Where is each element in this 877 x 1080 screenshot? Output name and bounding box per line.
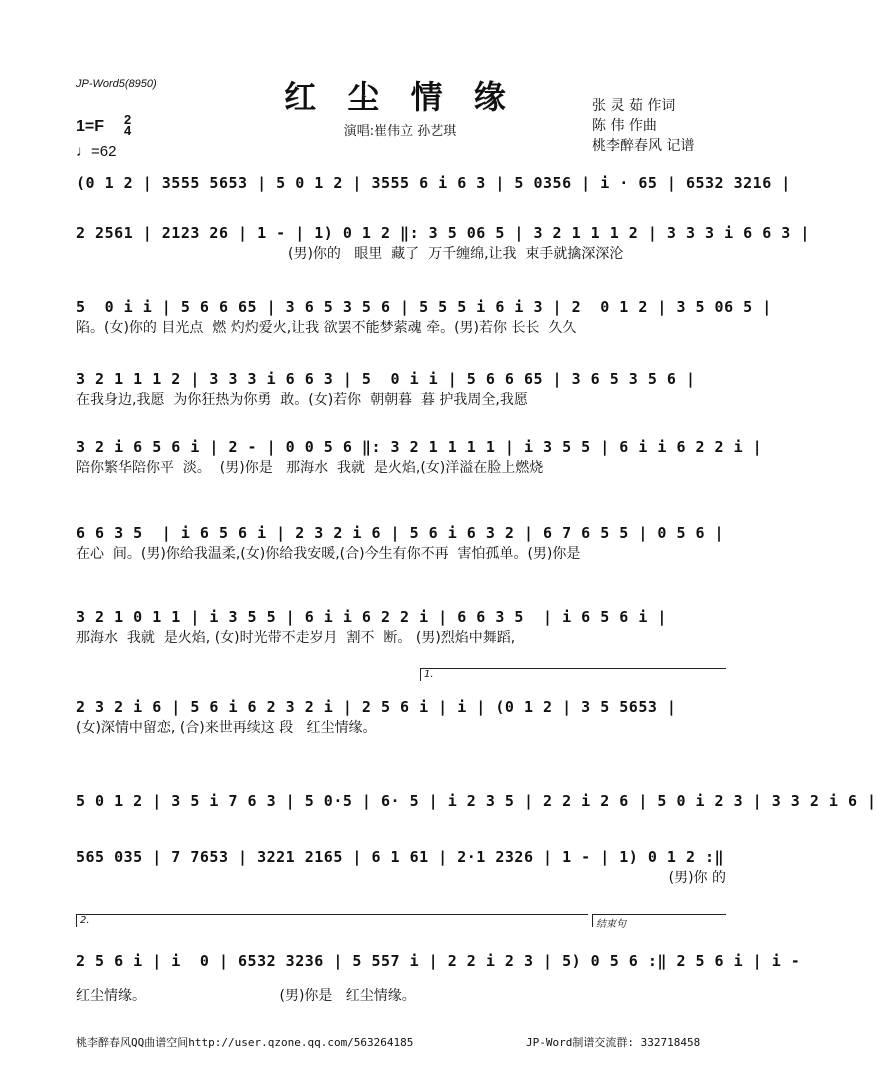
notes-line-11: 2 5 6 i | i 0 | 6532 3236 | 5 557 i | 2 2 i 2 3 | 5) 0 5 6 :‖ 2 5 6 i | i - xyxy=(76,952,801,970)
notes-line-3: 5 0 i i | 5 6 6 65 | 3 6 5 3 5 6 | 5 5 5 i 6 i 3 | 2 0 1 2 | 3 5 06 5 | xyxy=(76,298,772,316)
notes-line-10: 565 035 | 7 7653 | 3221 2165 | 6 1 61 | 2·1 2326 | 1 - | 1) 0 1 2 :‖ xyxy=(76,848,725,866)
notes-line-5: 3 2 i 6 5 6 i | 2 - | 0 0 5 6 ‖: 3 2 1 1 1 1 | i 3 5 5 | 6 i i 6 2 2 i | xyxy=(76,438,763,456)
transcriber-credit: 桃李醉春风 记谱 xyxy=(592,138,695,154)
key-signature: 1=F xyxy=(76,118,105,135)
lyrics-line-6: 在心 间。(男)你给我温柔,(女)你给我安暖,(合)今生有你不再 害怕孤单。(男)你是 xyxy=(76,546,581,562)
notes-line-8: 2 3 2 i 6 | 5 6 i 6 2 3 2 i | 2 5 6 i | i | (0 1 2 | 3 5 5653 | xyxy=(76,698,677,716)
app-label: JP-Word5(8950) xyxy=(76,78,157,90)
score-line-2 xyxy=(76,222,810,264)
score-line-4 xyxy=(76,368,726,410)
volta-1-bracket xyxy=(420,668,726,681)
score-line-6 xyxy=(76,522,726,564)
score-line-11 xyxy=(76,950,801,1006)
score-line-7 xyxy=(76,606,726,648)
notes-line-1: (0 1 2 | 3555 5653 | 5 0 1 2 | 3555 6 i 6 3 | 5 0356 | i · 65 | 6532 3216 | xyxy=(76,174,791,192)
lyrics-line-10: (男)你 的 xyxy=(668,870,726,886)
footer-source: 桃李醉春风QQ曲谱空间http://user.qzone.qq.com/563264185 xyxy=(76,1036,414,1049)
composer-credit: 陈 伟 作曲 xyxy=(592,118,657,134)
credits xyxy=(592,96,694,156)
lyrics-line-8: (女)深情中留恋, (合)来世再续这 段 红尘情缘。 xyxy=(76,720,377,736)
notes-line-4: 3 2 1 1 1 2 | 3 3 3 i 6 6 3 | 5 0 i i | 5 6 6 65 | 3 6 5 3 5 6 | xyxy=(76,370,696,388)
score-line-5 xyxy=(76,436,763,478)
notes-line-7: 3 2 1 0 1 1 | i 3 5 5 | 6 i i 6 2 2 i | 6 6 3 5 | i 6 5 6 i | xyxy=(76,608,667,626)
footer-group: JP-Word制谱交流群: 332718458 xyxy=(526,1036,701,1049)
song-title: 红 尘 情 缘 xyxy=(284,78,516,116)
time-signature-top: 2 xyxy=(124,112,132,127)
score-line-8 xyxy=(76,696,726,738)
volta-1-label: 1. xyxy=(420,668,726,681)
ending-bracket xyxy=(592,914,726,930)
score-line-1 xyxy=(76,172,791,194)
score-line-10 xyxy=(76,846,726,888)
lyricist-credit: 张 灵 茹 作词 xyxy=(592,98,676,114)
volta-2-bracket xyxy=(76,914,588,927)
lyrics-line-5: 陪你繁华陪你平 淡。 (男)你是 那海水 我就 是火焰,(女)洋溢在脸上燃烧 xyxy=(76,460,544,476)
notes-line-6: 6 6 3 5 | i 6 5 6 i | 2 3 2 i 6 | 5 6 i 6 3 2 | 6 7 6 5 5 | 0 5 6 | xyxy=(76,524,725,542)
lyrics-line-11: 红尘情缘。 (男)你是 红尘情缘。 xyxy=(76,988,416,1004)
lyrics-line-3: 陷。(女)你的 目光点 燃 灼灼爱火,让我 欲罢不能梦萦魂 牵。(男)若你 长长 久久 xyxy=(76,320,577,336)
notes-line-9: 5 0 1 2 | 3 5 i 7 6 3 | 5 0·5 | 6· 5 | i 2 3 5 | 2 2 i 2 6 | 5 0 i 2 3 | 3 3 2 i 6 | xyxy=(76,792,877,810)
tempo-marking: ♩=62 xyxy=(76,143,117,160)
lyrics-line-7: 那海水 我就 是火焰, (女)时光带不走岁月 割不 断。 (男)烈焰中舞蹈, xyxy=(76,630,516,646)
ending-label: 结束句 xyxy=(592,914,726,927)
singers: 演唱:崔伟立 孙艺琪 xyxy=(343,124,457,139)
notes-line-2: 2 2561 | 2123 26 | 1 - | 1) 0 1 2 ‖: 3 5 06 5 | 3 2 1 1 1 2 | 3 3 3 i 6 6 3 | xyxy=(76,224,810,242)
time-signature-bottom: 4 xyxy=(124,123,132,138)
volta-2-label: 2. xyxy=(76,914,588,927)
lyrics-line-2: (男)你的 眼里 藏了 万千缠绵,让我 束手就擒深深沦 xyxy=(288,246,624,262)
score-line-3 xyxy=(76,296,772,338)
lyrics-line-4: 在我身边,我愿 为你狂热为你勇 敢。(女)若你 朝朝暮 暮 护我周全,我愿 xyxy=(76,392,528,408)
time-signature xyxy=(124,114,131,136)
score-line-9 xyxy=(76,790,877,812)
